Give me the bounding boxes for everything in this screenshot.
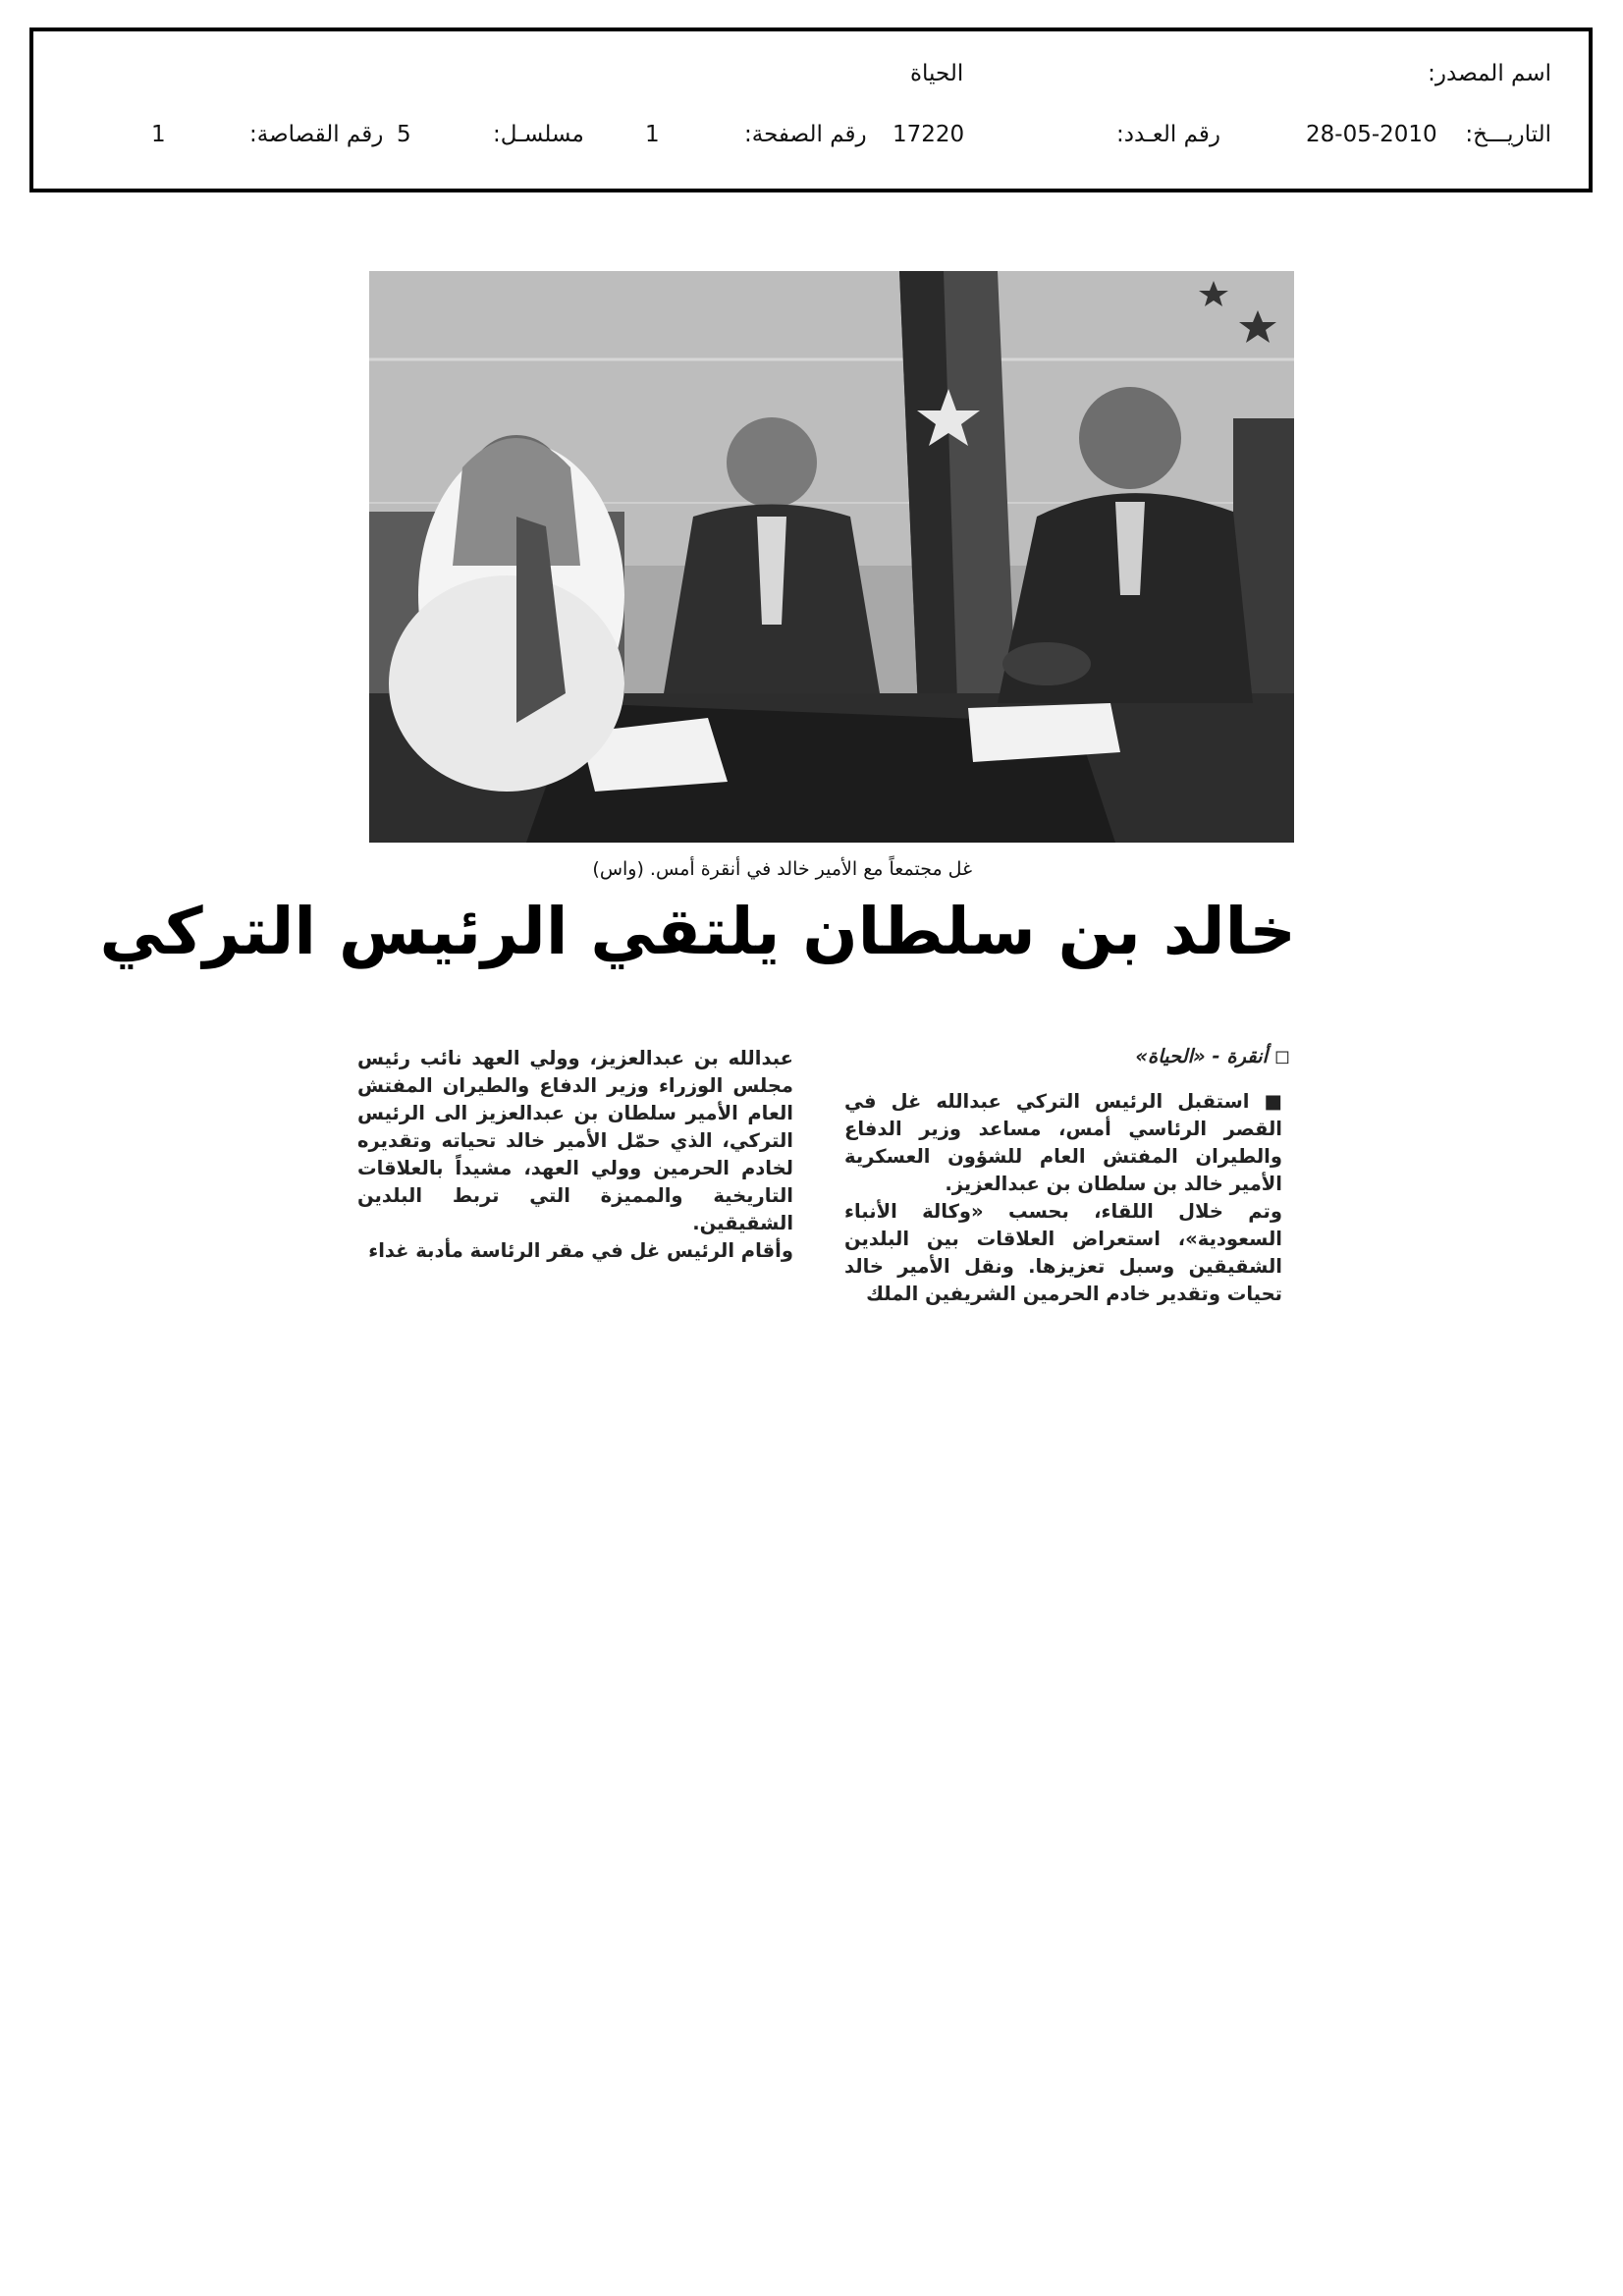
right-paragraph-1: ■ استقبل الرئيس التركي عبدالله غل في القصر الرئاسي أمس، مساعد وزير الدفاع والطيران المفتش العام للشؤون العسكرية الأمير خالد بن سلطان بن عبدالعزيز. — [844, 1090, 1282, 1195]
article-headline: خالد بن سلطان يلتقي الرئيس التركي — [99, 894, 1296, 969]
right-column — [844, 1043, 1290, 1308]
clip-label: رقم القصاصة: — [249, 122, 384, 147]
source-label: اسم المصدر: — [1428, 61, 1551, 86]
date-label: التاريـــخ: — [1465, 122, 1551, 147]
meeting-photo — [369, 271, 1294, 843]
right-paragraph-2: وتم خلال اللقاء، بحسب «وكالة الأنباء السعودية»، استعراض العلاقات بين البلدين الشقيقين وسبل تعزيزها. ونقل الأمير خالد تحيات وتقدير خادم الحرمين الشريفين الملك — [844, 1200, 1282, 1305]
issue-label: رقم العـدد: — [1116, 122, 1221, 147]
clip-value: 1 — [151, 122, 166, 147]
photo-caption: غل مجتمعاً مع الأمير خالد في أنقرة أمس. (واس) — [592, 858, 972, 880]
page-value: 1 — [645, 122, 660, 147]
left-paragraph-1: عبدالله بن عبدالعزيز، وولي العهد نائب رئيس مجلس الوزراء وزير الدفاع والطيران المفتش العام الأمير سلطان بن عبدالعزيز الى الرئيس التركي، الذي حمّل الأمير خالد تحياته وتقديره لخادم الحرمين وولي العهد، مشيداً بالعلاقات التاريخية والمميزة التي تربط البلدين الشقيقين. — [357, 1047, 793, 1234]
clipping-header — [29, 27, 1593, 192]
left-column — [357, 1045, 793, 1265]
page-label: رقم الصفحة: — [744, 122, 867, 147]
issue-value: 17220 — [893, 122, 965, 147]
source-value: الحياة — [910, 61, 964, 86]
left-paragraph-2: وأقام الرئيس غل في مقر الرئاسة مأدبة غداء — [368, 1239, 793, 1262]
serial-label: مسلسـل: — [493, 122, 584, 147]
article-dateline: ◻ أنقرة - «الحياة» — [1135, 1045, 1290, 1067]
serial-value: 5 — [397, 122, 411, 147]
date-value: 28-05-2010 — [1306, 122, 1437, 147]
newspaper-clipping — [99, 257, 1306, 1357]
meeting-photo-image — [369, 271, 1294, 843]
